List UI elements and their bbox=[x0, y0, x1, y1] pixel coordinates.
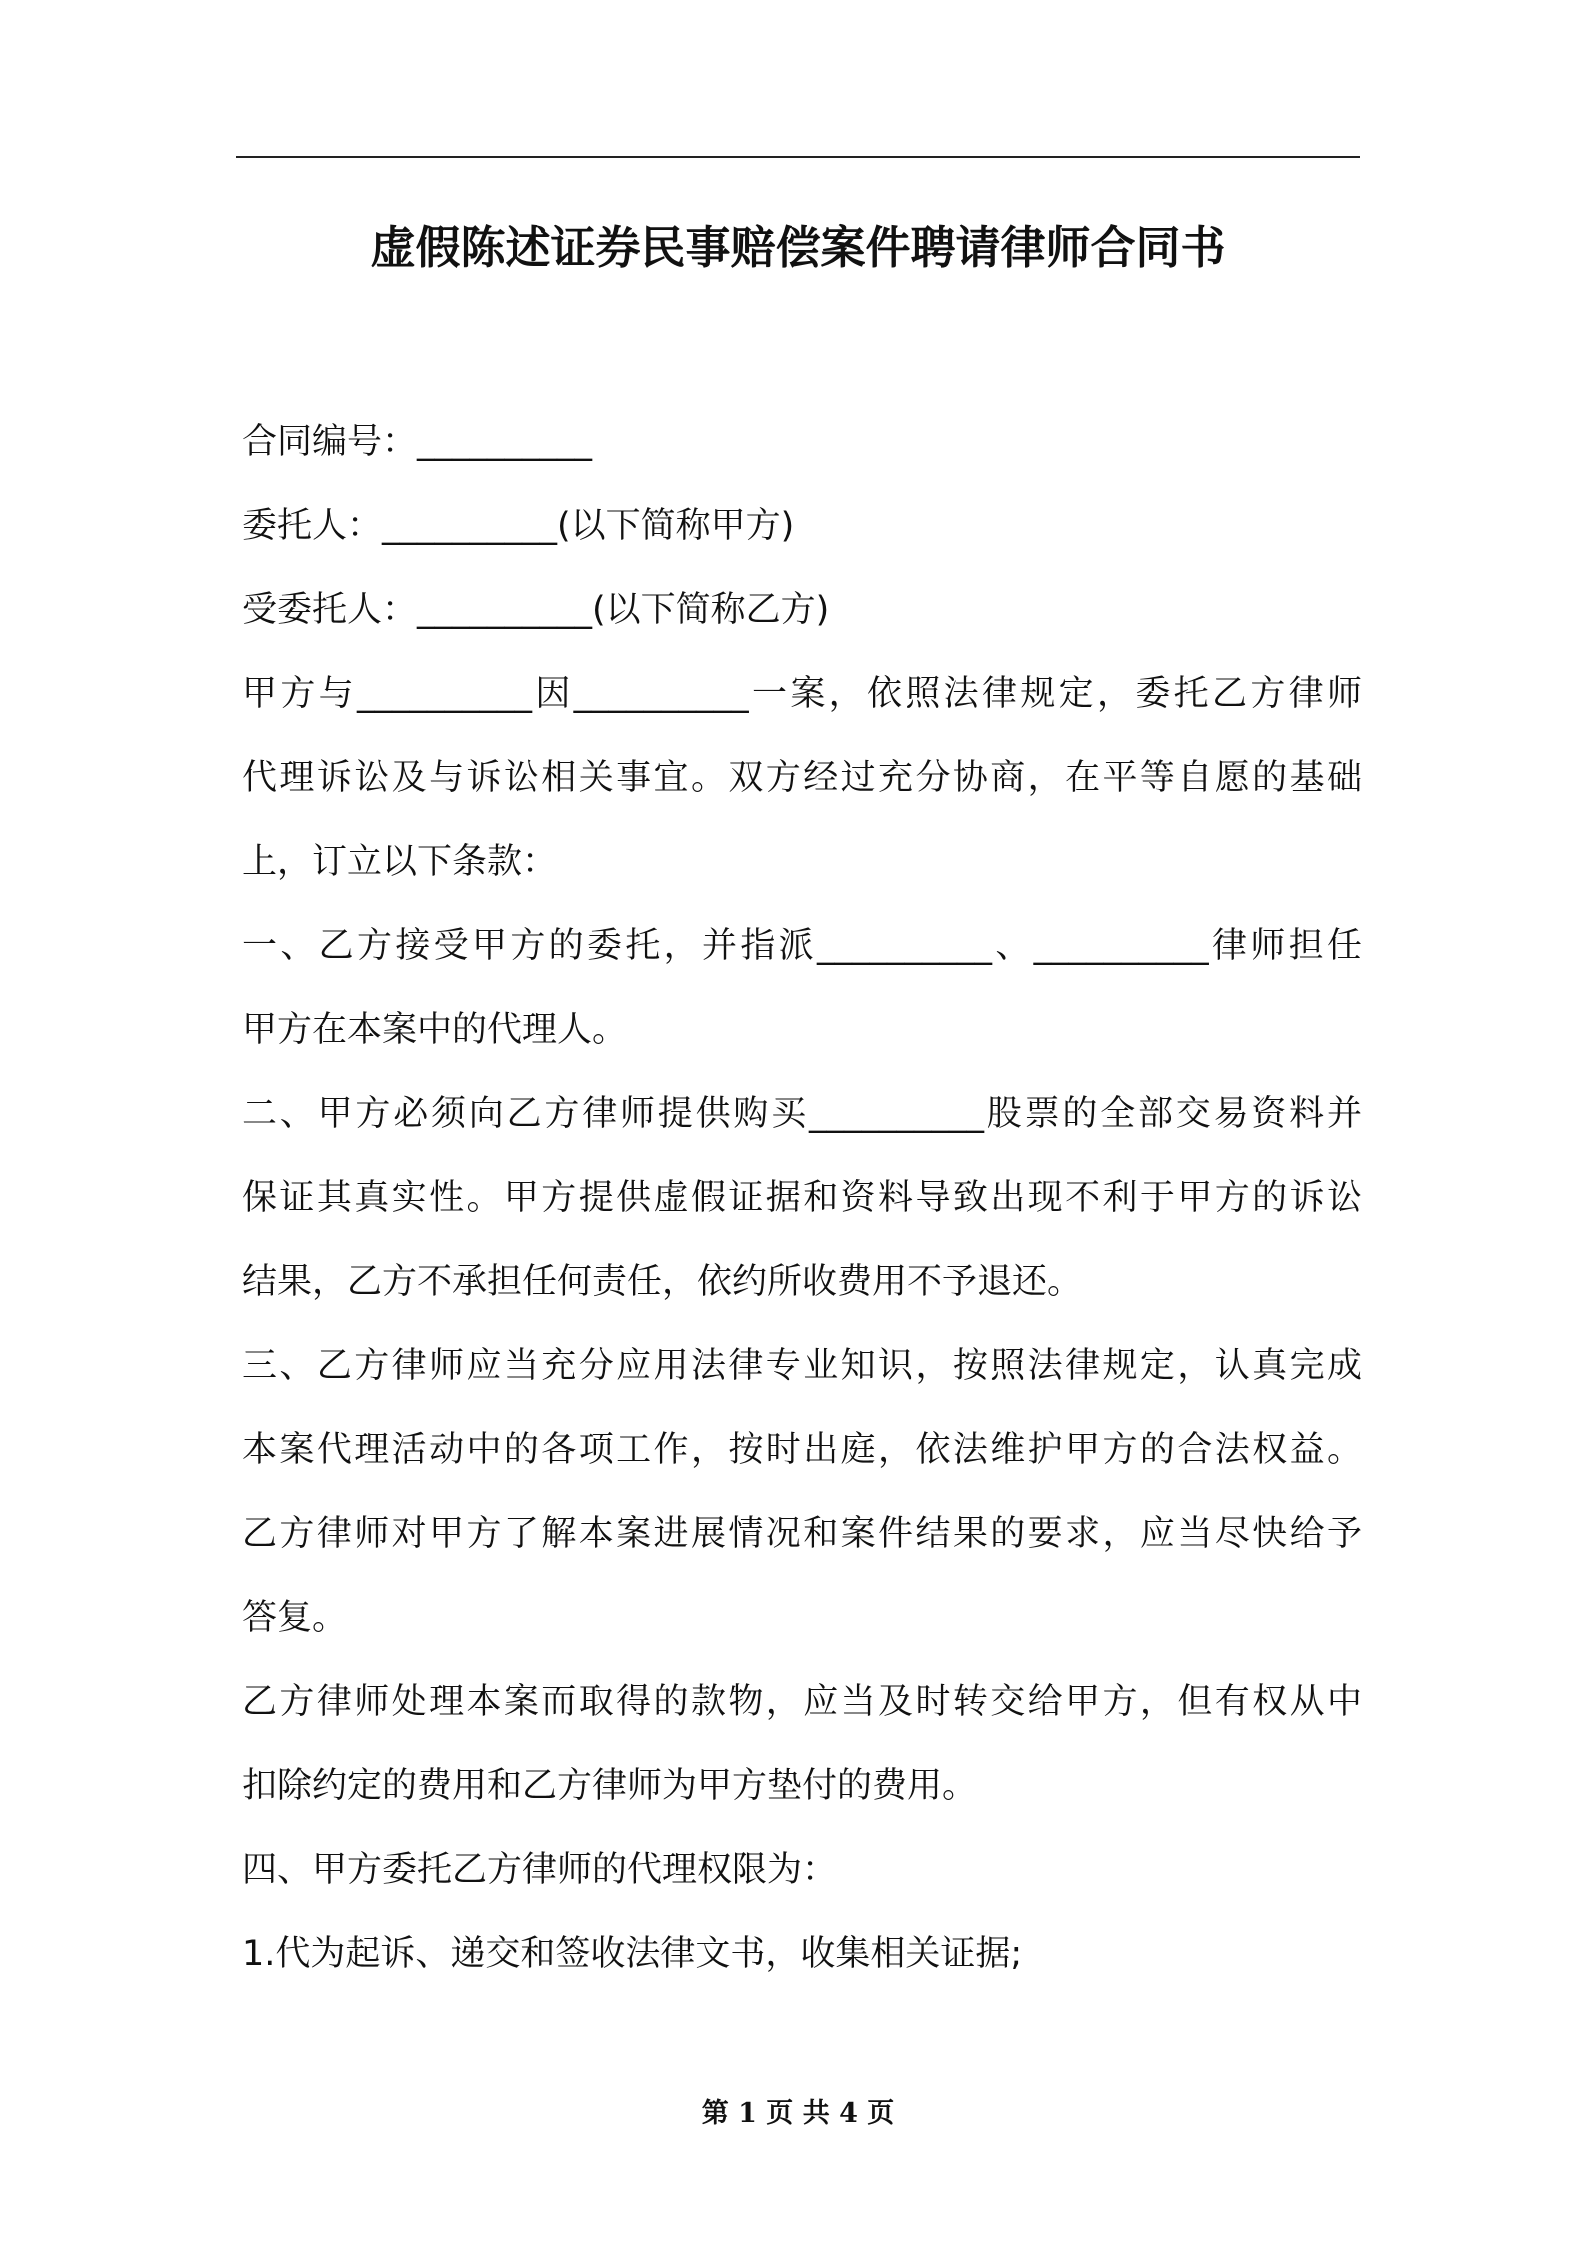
clause-line: 本案代理活动中的各项工作，按时出庭，依法维护甲方的合法权益。 bbox=[242, 1430, 1362, 1470]
clause-line: 一、乙方接受甲方的委托，并指派__________、__________律师担任 bbox=[242, 926, 1362, 966]
clause-line: 结果，乙方不承担任何责任，依约所收费用不予退还。 bbox=[242, 1262, 1083, 1302]
clause-line: 甲方在本案中的代理人。 bbox=[242, 1010, 628, 1050]
clause-line: 扣除约定的费用和乙方律师为甲方垫付的费用。 bbox=[242, 1766, 978, 1806]
header-rule bbox=[236, 156, 1360, 158]
clause-line: 答复。 bbox=[242, 1598, 348, 1638]
page-number: 第 1 页 共 4 页 bbox=[701, 2098, 895, 2129]
clause-line: 1.代为起诉、递交和签收法律文书，收集相关证据; bbox=[242, 1934, 1023, 1974]
trustee-line: 受委托人：__________(以下简称乙方) bbox=[242, 590, 830, 630]
clause-line: 二、甲方必须向乙方律师提供购买__________股票的全部交易资料并 bbox=[242, 1094, 1362, 1134]
document-title: 虚假陈述证券民事赔偿案件聘请律师合同书 bbox=[370, 221, 1226, 274]
clause-line: 三、乙方律师应当充分应用法律专业知识，按照法律规定，认真完成 bbox=[242, 1346, 1362, 1386]
paragraph-line: 甲方与__________因__________一案，依照法律规定，委托乙方律师 bbox=[242, 674, 1362, 714]
contract-number-line: 合同编号：__________ bbox=[242, 422, 593, 462]
clause-line: 乙方律师处理本案而取得的款物，应当及时转交给甲方，但有权从中 bbox=[242, 1682, 1362, 1722]
clause-line: 乙方律师对甲方了解本案进展情况和案件结果的要求，应当尽快给予 bbox=[242, 1514, 1362, 1554]
paragraph-line: 代理诉讼及与诉讼相关事宜。双方经过充分协商，在平等自愿的基础 bbox=[242, 758, 1362, 798]
client-line: 委托人：__________(以下简称甲方) bbox=[242, 506, 795, 546]
paragraph-line: 上，订立以下条款： bbox=[242, 842, 558, 882]
clause-line: 四、甲方委托乙方律师的代理权限为： bbox=[242, 1850, 838, 1890]
document-body bbox=[242, 400, 1362, 1996]
clause-line: 保证其真实性。甲方提供虚假证据和资料导致出现不利于甲方的诉讼 bbox=[242, 1178, 1362, 1218]
